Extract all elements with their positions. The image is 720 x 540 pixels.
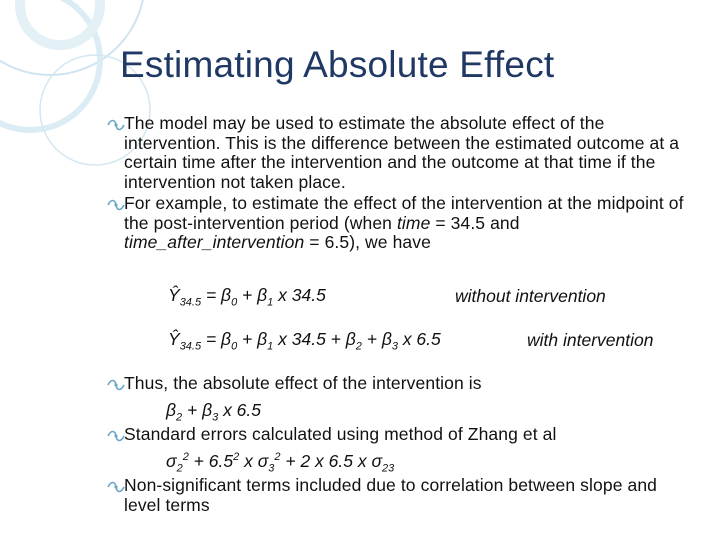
ornament-bullet-icon [106, 118, 126, 132]
label-with-intervention: with intervention [527, 330, 654, 350]
equation-with-intervention: $Ŷ_{34.5} = \beta_0 + \beta_1$ x $34.5 + \beta_2 + \beta_3$ x 6.5 [168, 329, 441, 353]
equation-without-intervention: $Ŷ_{34.5} = \beta_0 + \beta_1$ x 34.5 [168, 285, 326, 309]
bullet-text-absolute-effect: The model may be used to estimate the absolute effect of the intervention. This is the difference between the estimated outcome at a certain time after the intervention and the outcome at that time if the intervention not taken place. [124, 113, 680, 192]
ornament-bullet-icon [106, 429, 126, 443]
ornament-bullet-icon [106, 480, 126, 494]
bullet-text-example: For example, to estimate the effect of the intervention at the midpoint of the post-intervention period (when time = 34.5 and time_after_intervention = 6.5), we have [124, 193, 684, 252]
equation-standard-error: $\sigma_2^2 + 6.5^2$ x $\sigma_3^2 + 2$ x 6.5 x $\sigma_{23}$ [166, 451, 395, 475]
ornament-bullet-icon [106, 198, 126, 212]
bullet-text-standard-errors: Standard errors calculated using method of Zhang et al [124, 424, 557, 444]
label-without-intervention: without intervention [455, 286, 606, 306]
equation-absolute-effect: $\beta_2 + \beta_3$ x 6.5 [166, 400, 262, 424]
ornament-bullet-icon [106, 378, 126, 392]
bullet-text-non-significant: Non-significant terms included due to correlation between slope and level terms [124, 475, 657, 515]
slide-title: Estimating Absolute Effect [120, 44, 555, 85]
bullet-text-thus: Thus, the absolute effect of the intervention is [124, 373, 482, 393]
